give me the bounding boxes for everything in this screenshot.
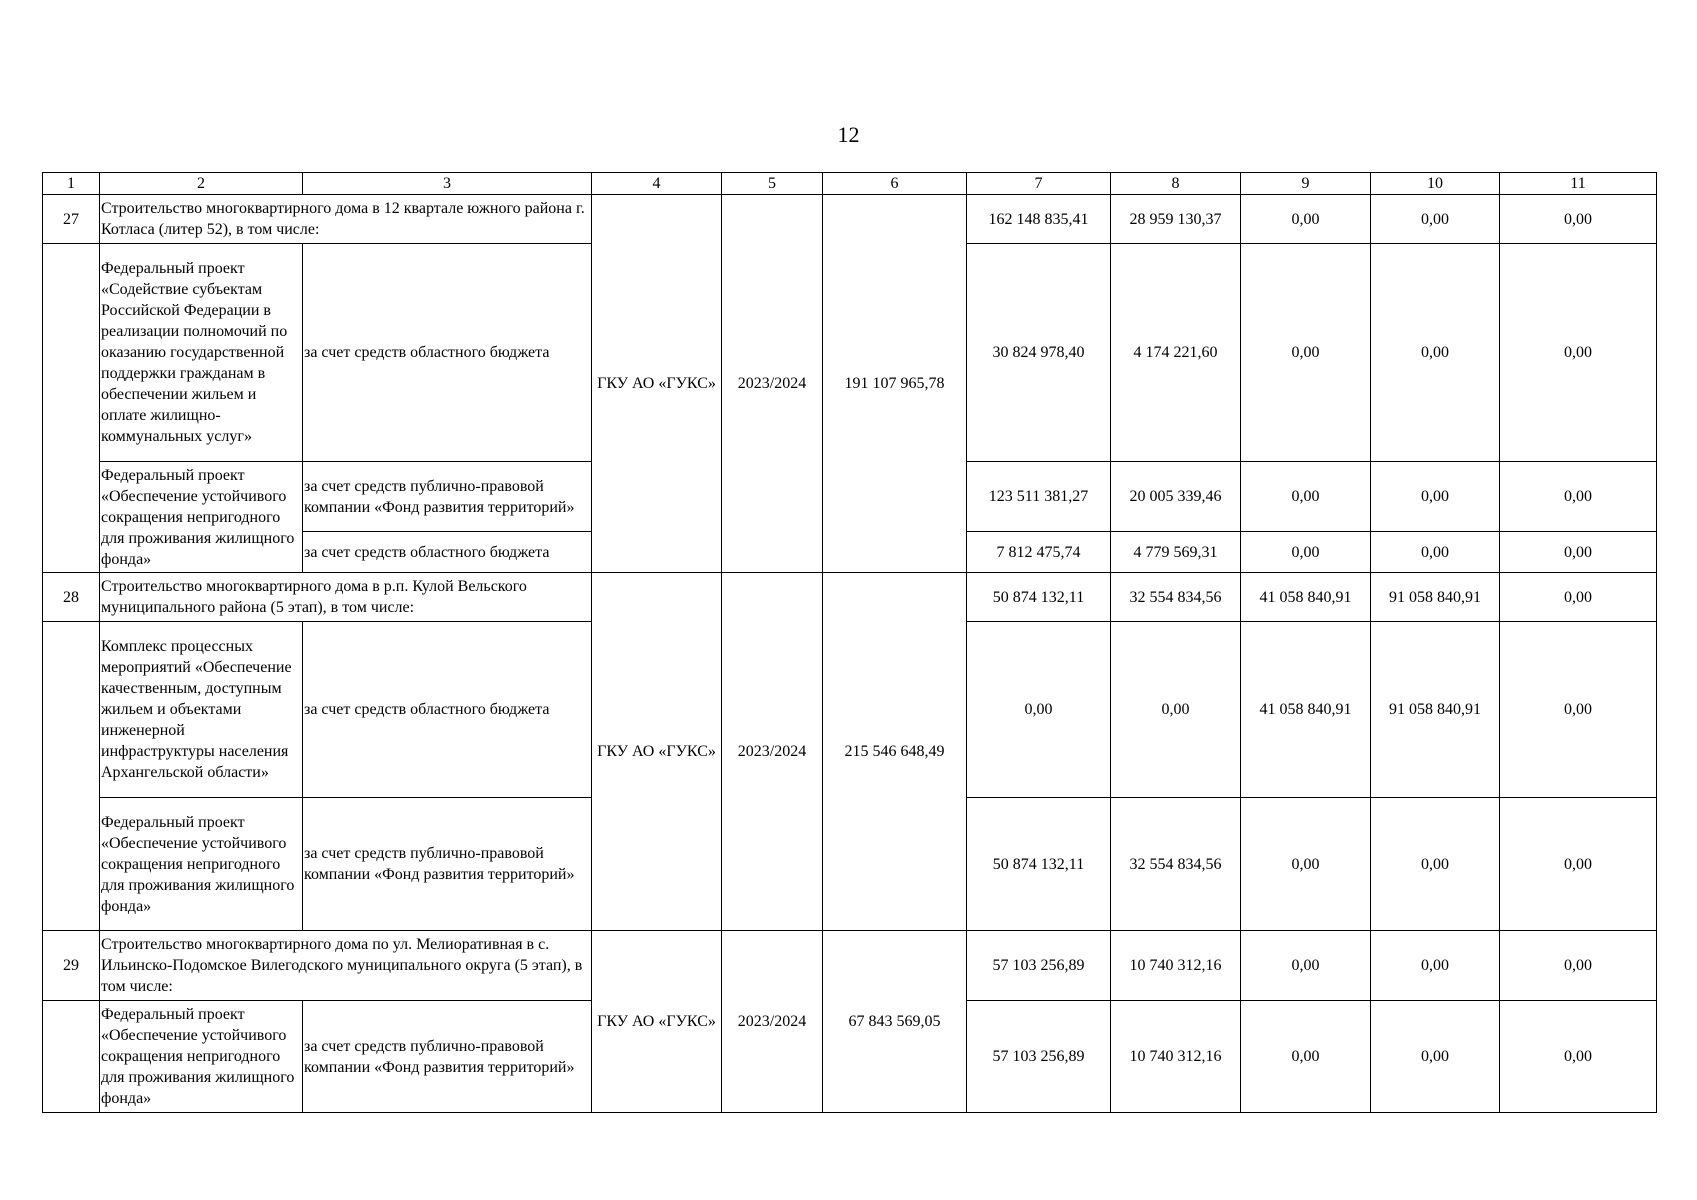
project-name: Федеральный проект «Обеспечение устойчивого сокращения непригодного для проживания жилищного фонда» <box>100 1001 303 1113</box>
period-cell: 2023/2024 <box>722 195 823 573</box>
column-number-row <box>43 173 1657 195</box>
value-cell: 0,00 <box>1371 532 1500 573</box>
value-cell: 123 511 381,27 <box>967 462 1111 532</box>
value-cell: 0,00 <box>1500 195 1657 244</box>
funding-source: за счет средств публично-правовой компании «Фонд развития территорий» <box>303 1001 592 1113</box>
cost-cell: 215 546 648,49 <box>823 573 967 931</box>
column-number: 9 <box>1241 173 1371 195</box>
value-cell: 10 740 312,16 <box>1111 1001 1241 1113</box>
column-number: 6 <box>823 173 967 195</box>
value-cell: 0,00 <box>1241 798 1371 931</box>
item-number: 28 <box>43 573 100 622</box>
value-cell: 32 554 834,56 <box>1111 798 1241 931</box>
budget-table <box>42 172 1657 1113</box>
value-cell: 0,00 <box>1371 931 1500 1001</box>
value-cell: 0,00 <box>1241 1001 1371 1113</box>
column-number: 3 <box>303 173 592 195</box>
value-cell: 0,00 <box>967 622 1111 798</box>
item-title: Строительство многоквартирного дома в р.п. Кулой Вельского муниципального района (5 этап), в том числе: <box>100 573 592 622</box>
column-number: 10 <box>1371 173 1500 195</box>
value-cell: 4 779 569,31 <box>1111 532 1241 573</box>
column-number: 7 <box>967 173 1111 195</box>
value-cell: 41 058 840,91 <box>1241 573 1371 622</box>
value-cell: 0,00 <box>1241 195 1371 244</box>
table-row <box>43 931 1657 1001</box>
table-row <box>43 195 1657 244</box>
item-number: 27 <box>43 195 100 244</box>
column-number: 1 <box>43 173 100 195</box>
funding-source: за счет средств публично-правовой компании «Фонд развития территорий» <box>303 798 592 931</box>
value-cell: 91 058 840,91 <box>1371 622 1500 798</box>
funding-source: за счет средств областного бюджета <box>303 244 592 462</box>
value-cell: 0,00 <box>1371 798 1500 931</box>
column-number: 2 <box>100 173 303 195</box>
value-cell: 0,00 <box>1500 532 1657 573</box>
value-cell: 0,00 <box>1500 573 1657 622</box>
value-cell: 0,00 <box>1241 244 1371 462</box>
column-number: 5 <box>722 173 823 195</box>
empty-number-cell <box>43 622 100 931</box>
value-cell: 4 174 221,60 <box>1111 244 1241 462</box>
customer-cell: ГКУ АО «ГУКС» <box>592 931 722 1113</box>
project-name: Федеральный проект «Обеспечение устойчивого сокращения непригодного для проживания жилищного фонда» <box>100 798 303 931</box>
funding-source: за счет средств областного бюджета <box>303 532 592 573</box>
value-cell: 91 058 840,91 <box>1371 573 1500 622</box>
period-cell: 2023/2024 <box>722 931 823 1113</box>
customer-cell: ГКУ АО «ГУКС» <box>592 573 722 931</box>
value-cell: 28 959 130,37 <box>1111 195 1241 244</box>
empty-number-cell <box>43 1001 100 1113</box>
value-cell: 0,00 <box>1500 798 1657 931</box>
value-cell: 0,00 <box>1241 931 1371 1001</box>
value-cell: 0,00 <box>1371 195 1500 244</box>
empty-number-cell <box>43 244 100 573</box>
value-cell: 0,00 <box>1241 462 1371 532</box>
value-cell: 0,00 <box>1241 532 1371 573</box>
value-cell: 41 058 840,91 <box>1241 622 1371 798</box>
value-cell: 57 103 256,89 <box>967 931 1111 1001</box>
value-cell: 0,00 <box>1500 462 1657 532</box>
item-title: Строительство многоквартирного дома по ул. Мелиоративная в с. Ильинско-Подомское Вилегодского муниципального округа (5 этап), в том числе: <box>100 931 592 1001</box>
value-cell: 0,00 <box>1500 931 1657 1001</box>
table-row <box>43 573 1657 622</box>
customer-cell: ГКУ АО «ГУКС» <box>592 195 722 573</box>
column-number: 8 <box>1111 173 1241 195</box>
page-number: 12 <box>837 122 860 147</box>
value-cell: 50 874 132,11 <box>967 573 1111 622</box>
value-cell: 0,00 <box>1500 1001 1657 1113</box>
value-cell: 0,00 <box>1500 622 1657 798</box>
project-name: Федеральный проект «Обеспечение устойчивого сокращения непригодного для проживания жилищного фонда» <box>100 462 303 573</box>
value-cell: 57 103 256,89 <box>967 1001 1111 1113</box>
value-cell: 20 005 339,46 <box>1111 462 1241 532</box>
funding-source: за счет средств публично-правовой компании «Фонд развития территорий» <box>303 462 592 532</box>
cost-cell: 67 843 569,05 <box>823 931 967 1113</box>
value-cell: 0,00 <box>1371 1001 1500 1113</box>
value-cell: 0,00 <box>1371 244 1500 462</box>
item-number: 29 <box>43 931 100 1001</box>
project-name: Федеральный проект «Содействие субъектам Российской Федерации в реализации полномочий по оказанию государственной поддержки гражданам в обеспечении жильем и оплате жилищно-коммунальных услуг» <box>100 244 303 462</box>
period-cell: 2023/2024 <box>722 573 823 931</box>
item-title: Строительство многоквартирного дома в 12 квартале южного района г. Котласа (литер 52), в том числе: <box>100 195 592 244</box>
value-cell: 0,00 <box>1371 462 1500 532</box>
column-number: 11 <box>1500 173 1657 195</box>
value-cell: 7 812 475,74 <box>967 532 1111 573</box>
column-number: 4 <box>592 173 722 195</box>
value-cell: 10 740 312,16 <box>1111 931 1241 1001</box>
cost-cell: 191 107 965,78 <box>823 195 967 573</box>
value-cell: 162 148 835,41 <box>967 195 1111 244</box>
value-cell: 32 554 834,56 <box>1111 573 1241 622</box>
value-cell: 50 874 132,11 <box>967 798 1111 931</box>
value-cell: 0,00 <box>1500 244 1657 462</box>
project-name: Комплекс процессных мероприятий «Обеспечение качественным, доступным жильем и объектами инженерной инфраструктуры населения Архангельской области» <box>100 622 303 798</box>
value-cell: 30 824 978,40 <box>967 244 1111 462</box>
value-cell: 0,00 <box>1111 622 1241 798</box>
funding-source: за счет средств областного бюджета <box>303 622 592 798</box>
